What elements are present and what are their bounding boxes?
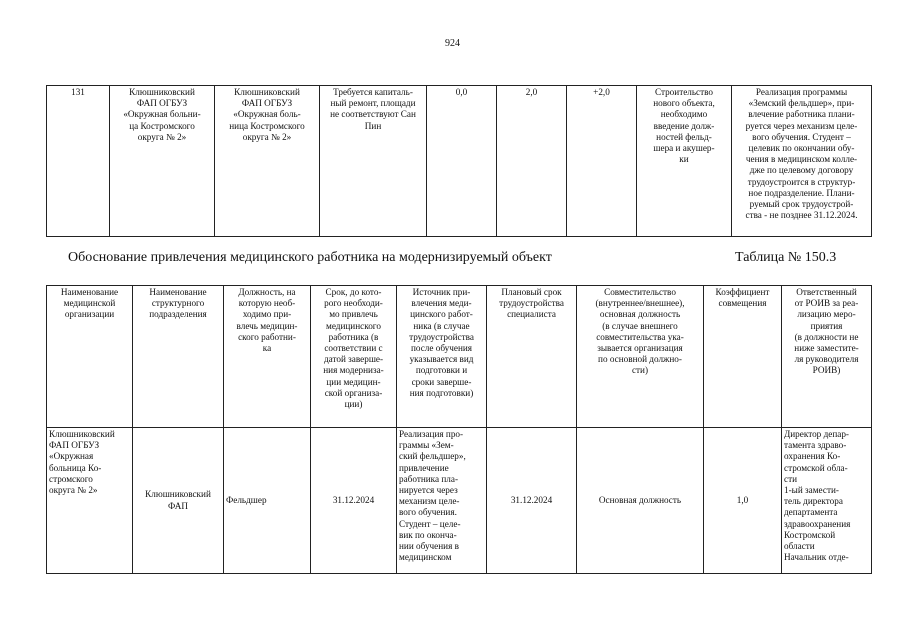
table-row — [47, 428, 872, 574]
coefficient-cell: 1,0 — [704, 428, 782, 574]
column-header: Коэффициент совмещения — [704, 286, 782, 428]
column-header: Наименование структурного подразделения — [133, 286, 224, 428]
value-cell-current: 0,0 — [427, 86, 497, 237]
value-cell-planned: 2,0 — [497, 86, 567, 237]
source-cell: Реализация про- граммы «Зем- ский фельдшер», привлечение работника пла- нируется через механизм целе- вого обучения. Студент – целе- вик по оконча- нии обучения в медицинском — [397, 428, 487, 574]
planned-date-cell: 31.12.2024 — [487, 428, 577, 574]
staffing-table — [46, 285, 872, 574]
page-number: 924 — [445, 38, 460, 49]
table-number: Таблица № 150.3 — [735, 250, 837, 265]
table-row — [47, 86, 872, 237]
column-header: Наименование медицинской организации — [47, 286, 133, 428]
combination-cell: Основная должность — [577, 428, 704, 574]
subdivision-cell: Клюшниковский ФАП ОГБУЗ «Окружная боль- ница Костромского округа № 2» — [215, 86, 320, 237]
organization-cell: Клюшниковский ФАП ОГБУЗ «Окружная больница Ко- стромского округа № 2» — [47, 428, 133, 574]
row-number-cell: 131 — [47, 86, 110, 237]
measures-cell: Строительство нового объекта, необходимо введение долж- ностей фельд- шера и акушер- ки — [637, 86, 732, 237]
deadline-cell: 31.12.2024 — [311, 428, 397, 574]
value-cell-difference: +2,0 — [567, 86, 637, 237]
column-header: Должность, на которую необ- ходимо при- влечь медицин- ского работни- ка — [224, 286, 311, 428]
column-header: Источник при- влечения меди- цинского работ- ника (в случае трудоустройства после обучения указывается вид подготовки и сроки заверше- ния подготовки) — [397, 286, 487, 428]
subdivision-cell: Клюшниковский ФАП — [133, 428, 224, 574]
position-cell: Фельдшер — [224, 428, 311, 574]
continued-table — [46, 85, 872, 237]
organization-cell: Клюшниковский ФАП ОГБУЗ «Окружная больни- ца Костромского округа № 2» — [110, 86, 215, 237]
implementation-cell: Реализация программы «Земский фельдшер», при- влечение работника плани- руется через механизм целе- вого обучения. Студент – целевик по окончании обу- чения в медицинском колле- дже по целевому договору трудоустроится в структур- ное подразделение. Плани- руемый срок трудоустрой- ства - не позднее 31.12.2024. — [732, 86, 872, 237]
section-heading: Обоснование привлечения медицинского работника на модернизируемый объект — [68, 250, 552, 265]
header-row — [47, 286, 872, 428]
responsible-cell: Директор депар- тамента здраво- охранения Ко- стромской обла- сти 1-ый замести- тель директора департамента здравоохранения Костромской области Начальник отде- — [782, 428, 872, 574]
column-header: Плановый срок трудоустройства специалиста — [487, 286, 577, 428]
column-header: Срок, до кото- рого необходи- мо привлечь медицинского работника (в соответствии с датой заверше- ния модерниза- ции медицин- ской организа- ции) — [311, 286, 397, 428]
reason-cell: Требуется капиталь- ный ремонт, площади не соответствуют Сан Пин — [320, 86, 427, 237]
column-header: Совместительство (внутреннее/внешнее), основная должность (в случае внешнего совместительства ука- зывается организация по основной должно- сти) — [577, 286, 704, 428]
column-header: Ответственный от РОИВ за реа- лизацию меро- приятия (в должности не ниже заместите- ля руководителя РОИВ) — [782, 286, 872, 428]
